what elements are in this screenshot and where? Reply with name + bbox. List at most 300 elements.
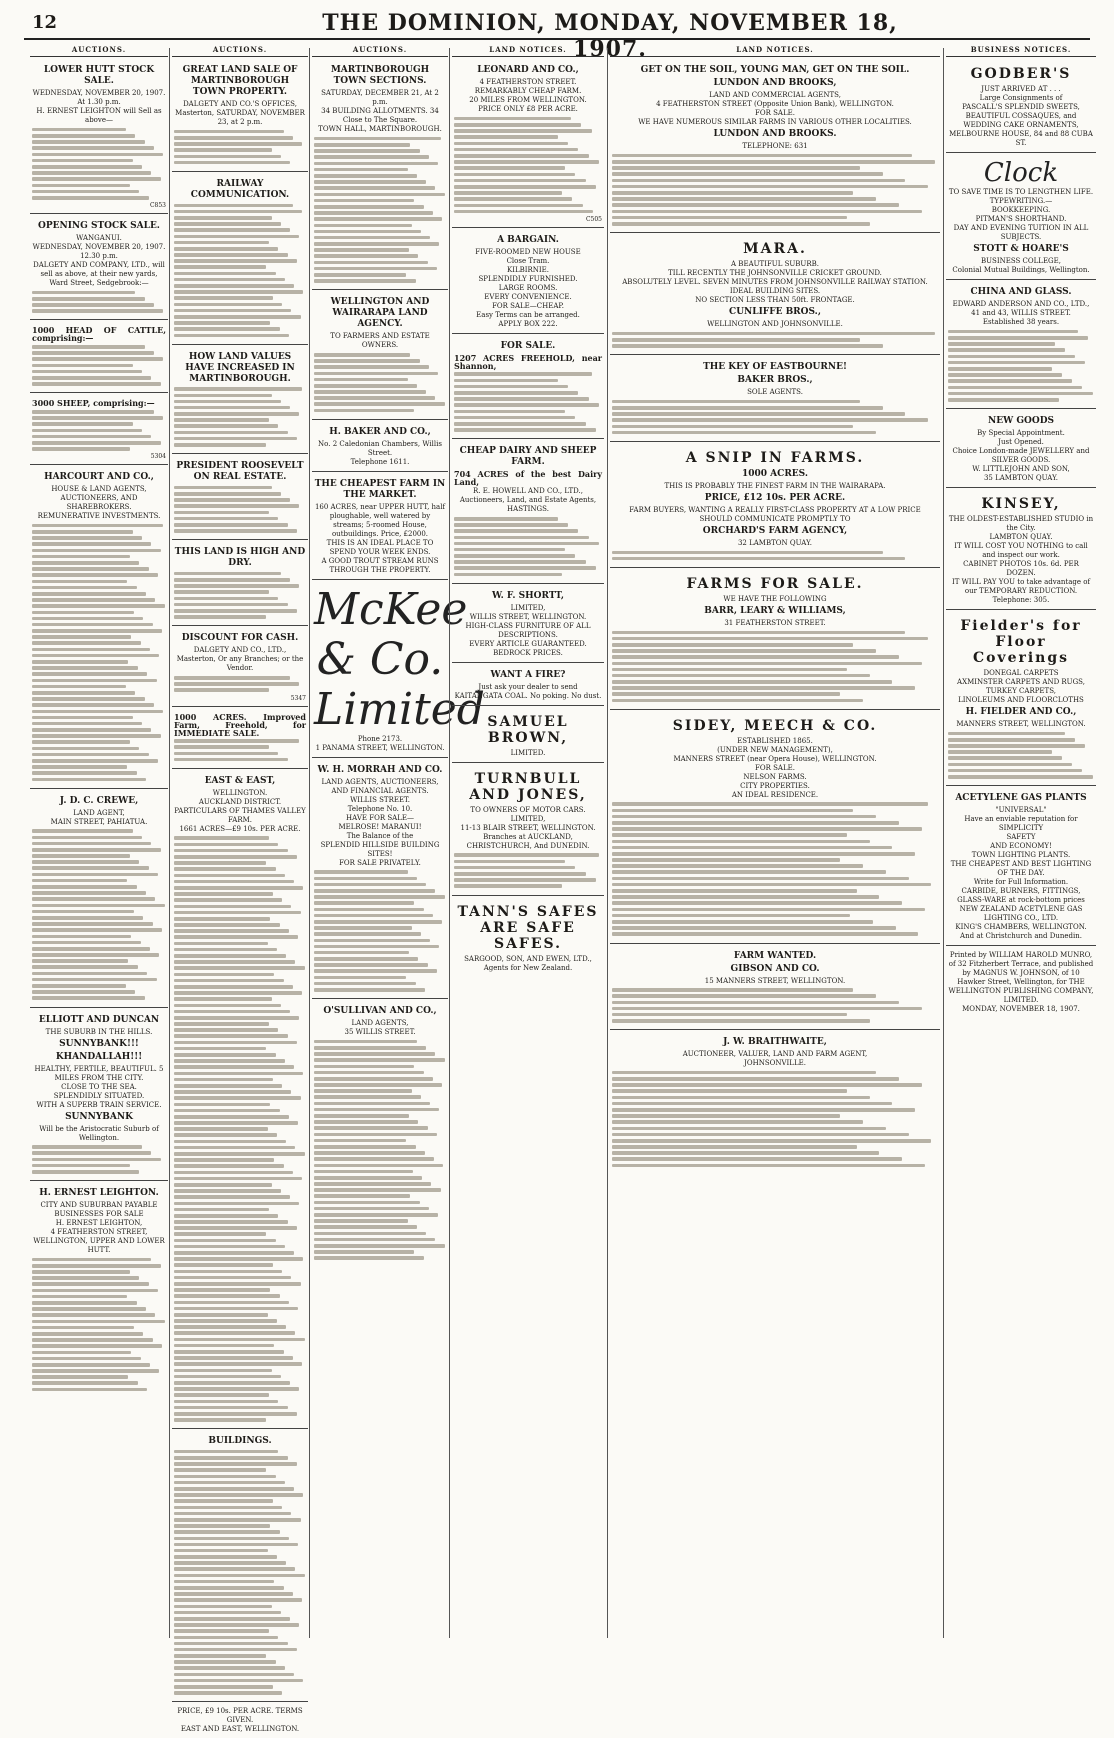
ad-title: SAMUEL BROWN, <box>487 713 569 746</box>
ad-line: SPLENDIDLY SITUATED. <box>53 1091 145 1100</box>
text-line <box>32 635 131 639</box>
text-line <box>32 641 141 645</box>
text-line <box>174 406 290 410</box>
text-line <box>174 228 290 232</box>
ad-line: NELSON FARMS. <box>743 772 807 781</box>
text-line <box>32 530 133 534</box>
text-line <box>454 403 599 407</box>
text-line <box>174 1133 277 1137</box>
text-line <box>314 1207 429 1211</box>
text-line <box>612 344 883 348</box>
ad-line: 4 FEATHERSTON STREET (Opposite Union Bank), WELLINGTON. <box>656 100 894 109</box>
text-line <box>32 617 143 621</box>
ad-line: FOR SALE. <box>755 763 795 772</box>
text-line <box>174 394 272 398</box>
text-line <box>612 1089 847 1093</box>
text-line <box>174 966 305 970</box>
ad-title: W. H. MORRAH AND CO. <box>317 764 443 775</box>
ad-line: AUCTIONEER, VALUER, LAND AND FARM AGENT, <box>682 1050 868 1059</box>
ad-line: Branches at AUCKLAND, CHRISTCHURCH, And DUNEDIN. <box>466 832 590 850</box>
text-line <box>174 1338 305 1342</box>
text-line <box>948 342 1055 346</box>
text-line <box>314 248 409 252</box>
text-line <box>174 905 291 909</box>
text-line <box>314 384 417 388</box>
advertisement <box>172 628 308 706</box>
ad-line: LINOLEUMS AND FLOORCLOTHS <box>958 696 1084 705</box>
text-line <box>612 222 870 226</box>
advertisement <box>610 1032 940 1174</box>
text-line <box>612 1157 902 1161</box>
advertisement <box>172 542 308 626</box>
ad-title: MARA. <box>743 241 807 258</box>
text-line <box>32 1326 134 1330</box>
ad-line: H. ERNEST LEIGHTON, <box>55 1219 143 1228</box>
text-line <box>612 210 922 214</box>
ad-line: LARGE ROOMS. <box>498 283 558 292</box>
advertisement <box>172 456 308 540</box>
text-line <box>174 758 288 762</box>
ad-line: AND ECONOMY! <box>990 842 1052 851</box>
advertisement <box>172 1704 308 1738</box>
text-line <box>174 849 288 853</box>
text-line <box>32 345 145 349</box>
text-line <box>32 297 145 301</box>
ad-line: 41 and 43, WILLIS STREET. <box>971 309 1071 318</box>
text-line <box>454 523 568 527</box>
text-line <box>174 682 299 686</box>
text-line <box>174 1400 278 1404</box>
ad-line: REMUNERATIVE INVESTMENTS. <box>37 512 161 521</box>
ad-line: BARR, LEARY & WILLIAMS, <box>704 605 846 616</box>
text-line <box>32 922 153 926</box>
advertisement <box>30 467 168 788</box>
ad-line: NO SECTION LESS THAN 50ft. FRONTAGE. <box>695 296 855 305</box>
text-line <box>32 177 161 181</box>
text-line <box>612 557 905 561</box>
text-line <box>32 382 161 386</box>
text-line <box>314 1108 439 1112</box>
text-line <box>612 926 896 930</box>
text-line <box>314 908 424 912</box>
ad-title: TURNBULL AND JONES, <box>469 770 587 803</box>
text-line <box>32 309 163 313</box>
text-line <box>32 441 161 445</box>
text-line <box>174 1226 297 1230</box>
text-line <box>612 864 863 868</box>
advertisement <box>946 155 1096 280</box>
ad-line: WANGANUI. <box>76 234 122 243</box>
text-line <box>314 254 418 258</box>
ad-title: LOWER HUTT STOCK SALE. <box>43 65 155 87</box>
text-line <box>174 615 266 619</box>
text-line <box>948 392 1093 396</box>
text-line <box>32 422 133 426</box>
text-line <box>948 367 1052 371</box>
text-line <box>174 886 303 890</box>
text-line <box>32 904 165 908</box>
ad-line: TURKEY CARPETS, <box>986 687 1056 696</box>
text-line <box>174 603 288 607</box>
text-line <box>174 836 269 840</box>
text-line <box>174 1294 280 1298</box>
ad-line: ORCHARD'S FARM AGENCY, <box>702 526 848 537</box>
text-line <box>32 357 163 361</box>
text-line <box>612 846 892 850</box>
text-line <box>314 1040 417 1044</box>
text-line <box>612 203 899 207</box>
text-line <box>174 1393 269 1397</box>
text-line <box>174 155 281 159</box>
ad-line: SUNNYBANK!!! <box>59 1038 139 1049</box>
ad-line: LAND AGENTS, <box>351 1019 409 1028</box>
ad-line: Write for Full Information. <box>973 878 1069 887</box>
text-line <box>174 874 285 878</box>
text-line <box>32 429 142 433</box>
text-line <box>174 867 276 871</box>
ad-line: SOLE AGENTS. <box>747 388 803 397</box>
text-line <box>948 386 1082 390</box>
ad-line: THE SUBURB IN THE HILLS. <box>45 1027 153 1036</box>
text-line <box>612 191 853 195</box>
ad-title: HOW LAND VALUES HAVE INCREASED IN MARTINBOROUGH. <box>185 351 295 384</box>
text-line <box>612 172 883 176</box>
text-line <box>174 1493 303 1497</box>
ad-line: WE HAVE NUMEROUS SIMILAR FARMS IN VARIOUS OTHER LOCALITIES. <box>638 118 912 127</box>
text-line <box>612 827 922 831</box>
text-line <box>32 1282 149 1286</box>
ad-line: 1000 ACRES. <box>742 469 808 480</box>
text-line <box>174 1251 294 1255</box>
text-line <box>32 854 130 858</box>
text-line <box>32 1270 130 1274</box>
advertisement <box>452 336 604 439</box>
text-line <box>174 334 289 338</box>
ad-line: BOOKKEEPING. <box>991 206 1051 215</box>
text-line <box>612 1145 857 1149</box>
text-line <box>612 920 873 924</box>
text-line <box>612 197 876 201</box>
text-line <box>314 1157 434 1161</box>
ad-line: By Special Appointment. <box>977 429 1065 438</box>
ad-line: WEDNESDAY, NOVEMBER 20, 1907. <box>32 89 166 98</box>
text-line <box>612 908 925 912</box>
ad-line: SATURDAY, DECEMBER 21, At 2 p.m. <box>321 89 439 107</box>
text-line <box>174 1276 291 1280</box>
text-line <box>612 1164 925 1168</box>
text-line <box>174 688 269 692</box>
ad-line: TYPEWRITING.— <box>989 197 1053 206</box>
text-line <box>174 1195 290 1199</box>
text-line <box>32 660 128 664</box>
text-line <box>174 247 278 251</box>
text-line <box>612 1001 899 1005</box>
text-line <box>32 611 134 615</box>
text-line <box>948 756 1062 760</box>
text-line <box>174 148 272 152</box>
text-line <box>454 548 565 552</box>
text-line <box>32 978 157 982</box>
text-line <box>32 536 142 540</box>
text-line <box>314 1244 445 1248</box>
text-line <box>32 542 151 546</box>
text-line <box>32 1264 161 1268</box>
text-line <box>32 848 161 852</box>
text-line <box>174 1530 280 1534</box>
ad-line: DALGETY AND CO.'S OFFICES, Masterton, SATURDAY, NOVEMBER 23, at 2 p.m. <box>175 100 305 127</box>
advertisement <box>30 791 168 1008</box>
ad-line: Colonial Mutual Buildings, Wellington. <box>952 266 1090 275</box>
text-line <box>174 911 301 915</box>
ad-title: O'SULLIVAN AND CO., <box>323 1006 437 1017</box>
ad-line: R. E. HOWELL AND CO., LTD., <box>473 487 583 496</box>
text-line <box>612 840 870 844</box>
text-line <box>32 842 151 846</box>
column-heading: AUCTIONS. <box>30 46 168 57</box>
ad-title: A SNIP IN FARMS. <box>685 450 865 467</box>
text-line <box>454 185 596 189</box>
text-line <box>32 604 165 608</box>
ad-line: 11-13 BLAIR STREET, WELLINGTON. <box>460 823 596 832</box>
text-line <box>32 364 133 368</box>
ad-title: GET ON THE SOIL, YOUNG MAN, GET ON THE SOIL. <box>640 65 910 76</box>
ad-title: THIS LAND IS HIGH AND DRY. <box>174 547 306 569</box>
text-line <box>612 166 860 170</box>
text-line <box>314 1194 410 1198</box>
text-line <box>612 668 847 672</box>
ad-line: LAMBTON QUAY. <box>989 533 1053 542</box>
text-line <box>174 1450 278 1454</box>
text-line <box>32 734 161 738</box>
text-line <box>32 747 139 751</box>
text-line <box>454 422 586 426</box>
text-line <box>174 1375 281 1379</box>
ad-line: THIS IS AN IDEAL PLACE TO SPEND YOUR WEEK ENDS. <box>326 538 434 556</box>
text-line <box>612 852 915 856</box>
text-line <box>612 1083 922 1087</box>
text-line <box>174 861 266 865</box>
ad-line: Telephone No. 10. <box>347 804 413 813</box>
ad-line: BEDROCK PRICES. <box>493 648 563 657</box>
text-line <box>32 941 141 945</box>
ad-line: KING'S CHAMBERS, WELLINGTON. <box>955 923 1087 932</box>
text-line <box>32 1363 150 1367</box>
text-line <box>174 1580 274 1584</box>
advertisement <box>312 292 448 419</box>
text-line <box>454 866 575 870</box>
text-line <box>32 623 153 627</box>
ad-line: H. FIELDER AND CO., <box>965 707 1077 718</box>
text-line <box>32 598 155 602</box>
text-line <box>314 1126 428 1130</box>
text-line <box>314 137 441 141</box>
text-line <box>314 1139 406 1143</box>
text-line <box>314 236 430 240</box>
text-line <box>314 1089 412 1093</box>
text-line <box>612 551 883 555</box>
text-line <box>948 738 1075 742</box>
text-line <box>32 778 146 782</box>
text-line <box>454 566 596 570</box>
text-line <box>948 361 1085 365</box>
text-line <box>454 117 571 121</box>
signature-script: Clock <box>983 158 1059 189</box>
ad-line: Established 38 years. <box>982 318 1060 327</box>
ad-line: Phone 2173. <box>357 734 403 743</box>
text-line <box>314 199 414 203</box>
ad-title: OPENING STOCK SALE. <box>38 221 160 232</box>
text-line <box>174 880 294 884</box>
text-line <box>314 932 421 936</box>
text-line <box>174 253 288 257</box>
text-line <box>314 205 424 209</box>
ad-line: APPLY BOX 222. <box>498 319 558 328</box>
text-line <box>174 529 297 533</box>
ad-line: Close to The Square. <box>342 116 418 125</box>
ad-title: NEW GOODS <box>988 416 1054 427</box>
ad-line: 31 FEATHERSTON STREET. <box>724 618 826 627</box>
text-line <box>612 988 853 992</box>
advertisement <box>610 357 940 442</box>
advertisement <box>946 282 1096 409</box>
ad-line: 20 MILES FROM WELLINGTON. <box>469 96 587 105</box>
text-line <box>314 1151 425 1155</box>
text-line <box>174 321 270 325</box>
text-line <box>174 1041 297 1045</box>
text-line <box>314 261 428 265</box>
text-line <box>174 1189 281 1193</box>
text-line <box>454 385 568 389</box>
text-line <box>454 191 562 195</box>
text-line <box>32 580 127 584</box>
text-line <box>174 1567 295 1571</box>
text-line <box>174 948 277 952</box>
text-line <box>174 1034 288 1038</box>
text-line <box>32 947 150 951</box>
text-line <box>32 146 154 150</box>
advertisement <box>610 570 940 710</box>
text-line <box>314 162 438 166</box>
text-line <box>174 960 295 964</box>
text-line <box>314 390 426 394</box>
ad-line: PRICE, £12 10s. PER ACRE. <box>704 493 846 504</box>
text-line <box>32 586 137 590</box>
signature-script: McKee & Co. Limited <box>314 583 485 735</box>
ad-line: FIVE-ROOMED NEW HOUSE <box>475 247 581 256</box>
advertisement <box>946 788 1096 946</box>
text-line <box>174 1468 266 1472</box>
ad-line: PASCALL'S SPLENDID SWEETS, <box>962 103 1080 112</box>
ad-line: 4 FEATHERSTON STREET, WELLINGTON, UPPER AND LOWER HUTT. <box>33 1228 165 1255</box>
text-line <box>32 1332 143 1336</box>
text-line <box>174 1270 282 1274</box>
advertisement <box>452 665 604 706</box>
text-line <box>314 976 406 980</box>
text-line <box>612 1114 840 1118</box>
ad-line: The Balance of the <box>346 831 414 840</box>
text-line <box>314 273 406 277</box>
advertisement <box>452 60 604 228</box>
header-rule <box>24 38 1090 40</box>
text-line <box>32 1301 137 1305</box>
text-line <box>612 332 935 336</box>
text-line <box>174 204 293 208</box>
advertisement <box>30 322 168 393</box>
text-line <box>314 217 442 221</box>
ad-line: TO FARMERS AND ESTATE OWNERS. <box>330 332 430 350</box>
text-line <box>174 296 273 300</box>
ad-line: DAY AND EVENING TUITION IN ALL SUBJECTS. <box>953 224 1089 242</box>
ad-line: Just Opened. <box>998 438 1044 447</box>
ad-line: And at Christchurch and Dunedin. <box>960 932 1082 941</box>
column-heading: LAND NOTICES. <box>610 46 940 57</box>
text-line <box>174 235 299 239</box>
advertisement <box>172 60 308 172</box>
text-line <box>612 406 883 410</box>
ad-line: IT WILL COST YOU NOTHING to call and inspect our work. <box>954 542 1088 560</box>
text-line <box>32 1357 141 1361</box>
ad-line: LUNDON AND BROOKS, <box>713 78 837 89</box>
text-line <box>32 996 145 1000</box>
text-line <box>454 884 562 888</box>
newspaper-masthead: THE DOMINION, MONDAY, NOVEMBER 18, 1907. <box>322 10 898 62</box>
text-line <box>454 878 596 882</box>
ad-line: WILLIS STREET, WELLINGTON. <box>469 612 587 621</box>
text-line <box>314 174 417 178</box>
ad-line: 12.30 p.m. <box>80 252 118 261</box>
advertisement <box>312 422 448 472</box>
text-line <box>174 1611 281 1615</box>
ad-reference: 5304 <box>150 453 166 461</box>
text-line <box>174 923 280 927</box>
text-line <box>454 379 558 383</box>
ad-line: PRICE ONLY £8 PER ACRE. <box>478 105 578 114</box>
text-line <box>174 1592 293 1596</box>
text-line <box>32 140 145 144</box>
text-line <box>174 855 297 859</box>
ad-line: TO SAVE TIME IS TO LENGTHEN LIFE. <box>948 188 1094 197</box>
text-line <box>314 1052 435 1056</box>
text-line <box>454 554 575 558</box>
text-line <box>454 853 599 857</box>
text-line <box>454 129 592 133</box>
ad-line: WEDNESDAY, NOVEMBER 20, 1907. <box>32 243 166 252</box>
text-line <box>612 1133 909 1137</box>
text-line <box>174 241 269 245</box>
advertisement <box>946 490 1096 610</box>
text-line <box>174 843 278 847</box>
text-line <box>612 1013 847 1017</box>
text-line <box>314 951 409 955</box>
text-line <box>174 412 299 416</box>
text-line <box>174 161 290 165</box>
text-line <box>174 1518 301 1522</box>
text-line <box>32 524 163 528</box>
text-line <box>948 348 1065 352</box>
text-line <box>174 1109 280 1113</box>
text-line <box>314 168 408 172</box>
text-line <box>948 750 1052 754</box>
text-line <box>32 710 163 714</box>
ad-title: ACETYLENE GAS PLANTS <box>955 793 1087 804</box>
text-line <box>174 504 299 508</box>
text-line <box>314 1083 442 1087</box>
text-line <box>32 1145 142 1149</box>
text-line <box>32 1151 151 1155</box>
text-line <box>314 1250 414 1254</box>
text-line <box>314 1188 441 1192</box>
text-line <box>174 1078 273 1082</box>
